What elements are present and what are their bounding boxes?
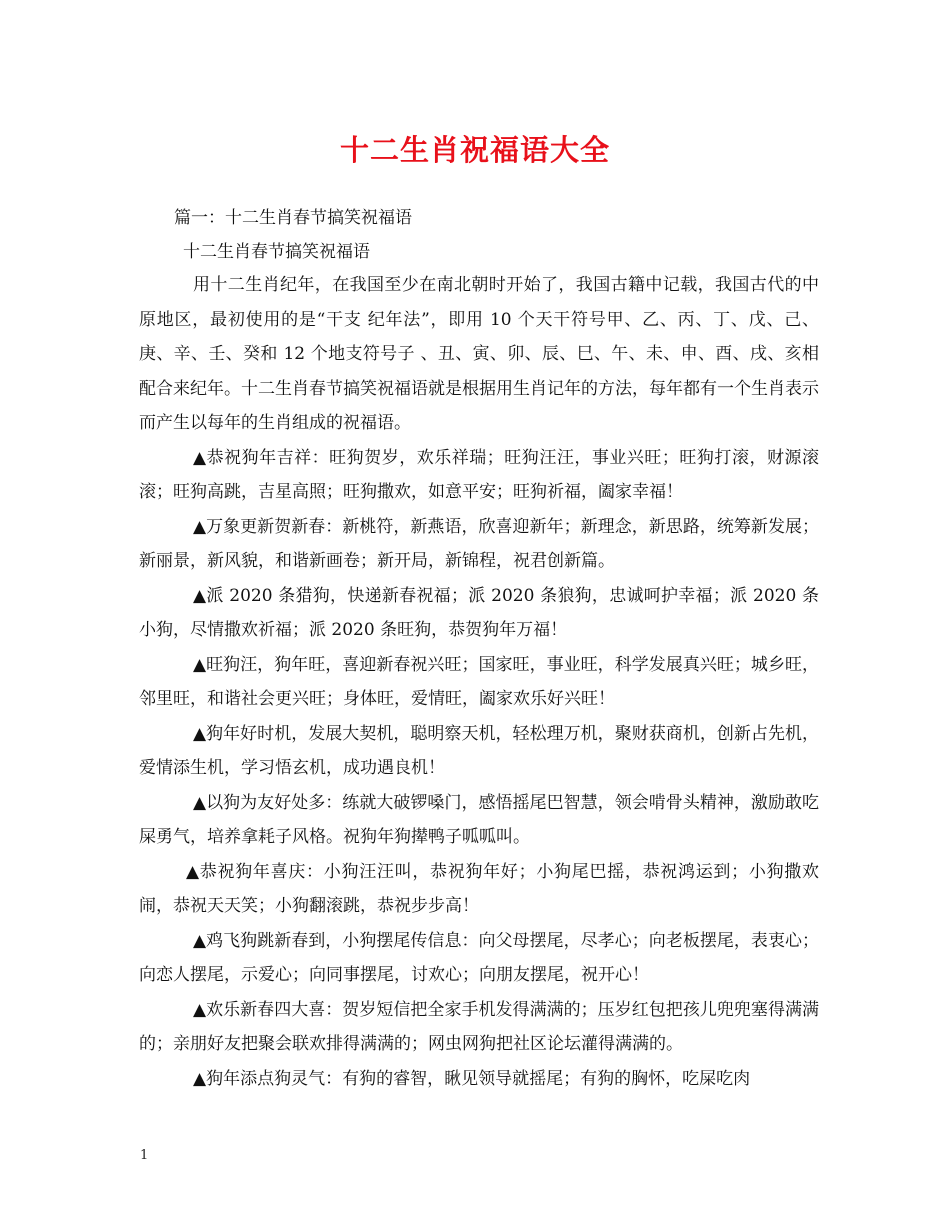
page-number: 1 xyxy=(140,1148,149,1163)
blessing-paragraph: ▲以狗为友好处多：练就大破锣嗓门，感悟摇尾巴智慧，领会啃骨头精神，激励敢吃屎勇气，培养拿耗子风格。祝狗年狗撵鸭子呱呱叫。 xyxy=(139,792,819,847)
blessing-paragraph: ▲恭祝狗年喜庆：小狗汪汪叫，恭祝狗年好；小狗尾巴摇，恭祝鸿运到；小狗撒欢闹，恭祝天天笑；小狗翻滚跳，恭祝步步高！ xyxy=(139,861,819,916)
blessing-paragraph: ▲旺狗汪，狗年旺，喜迎新春祝兴旺；国家旺，事业旺，科学发展真兴旺；城乡旺，邻里旺，和谐社会更兴旺；身体旺，爱情旺，阖家欢乐好兴旺！ xyxy=(139,654,819,709)
blessing-paragraph: ▲狗年添点狗灵气：有狗的睿智，瞅见领导就摇尾；有狗的胸怀，吃屎吃肉 xyxy=(193,1068,751,1089)
blessing-paragraph: ▲狗年好时机，发展大契机，聪明察天机，轻松理万机，聚财获商机，创新占先机，爱情添生机，学习悟玄机，成功遇良机！ xyxy=(139,723,819,778)
blessing-paragraph: ▲欢乐新春四大喜：贺岁短信把全家手机发得满满的；压岁红包把孩儿兜兜塞得满满的；亲朋好友把聚会联欢排得满满的；网虫网狗把社区论坛灌得满满的。 xyxy=(139,999,819,1054)
blessing-paragraph: ▲派 2020 条猎狗，快递新春祝福；派 2020 条狼狗，忠诚呵护幸福；派 2020 条小狗，尽情撒欢祈福；派 2020 条旺狗，恭贺狗年万福！ xyxy=(139,585,819,640)
blessing-paragraph: ▲鸡飞狗跳新春到，小狗摆尾传信息：向父母摆尾，尽孝心；向老板摆尾，表衷心；向恋人摆尾，示爱心；向同事摆尾，讨欢心；向朋友摆尾，祝开心！ xyxy=(139,930,819,985)
document-title: 十二生肖祝福语大全 xyxy=(339,133,610,167)
intro-paragraph: 用十二生肖纪年，在我国至少在南北朝时开始了，我国古籍中记载，我国古代的中原地区，最初使用的是“干支 纪年法”，即用 10 个天干符号甲、乙、丙、丁、戊、己、庚、辛、壬、癸和 12 个地支符号子 、丑、寅、卯、辰、巳、午、未、申、酉、戌、亥相配合来纪年。十二生肖春节搞笑祝福语就是根据用生肖记年的方法，每年都有一个生肖表示而产生以每年的生肖组成的祝福语。 xyxy=(139,275,819,433)
document-body xyxy=(139,268,819,1096)
blessing-paragraph: ▲万象更新贺新春：新桃符，新燕语，欣喜迎新年；新理念，新思路，统筹新发展；新丽景，新风貌，和谐新画卷；新开局，新锦程，祝君创新篇。 xyxy=(139,516,819,571)
sub-heading: 十二生肖春节搞笑祝福语 xyxy=(183,242,370,262)
section-heading: 篇一：十二生肖春节搞笑祝福语 xyxy=(174,208,412,228)
blessing-paragraph: ▲恭祝狗年吉祥：旺狗贺岁，欢乐祥瑞；旺狗汪汪，事业兴旺；旺狗打滚，财源滚滚；旺狗高跳，吉星高照；旺狗撒欢，如意平安；旺狗祈福，阖家幸福！ xyxy=(139,447,819,502)
